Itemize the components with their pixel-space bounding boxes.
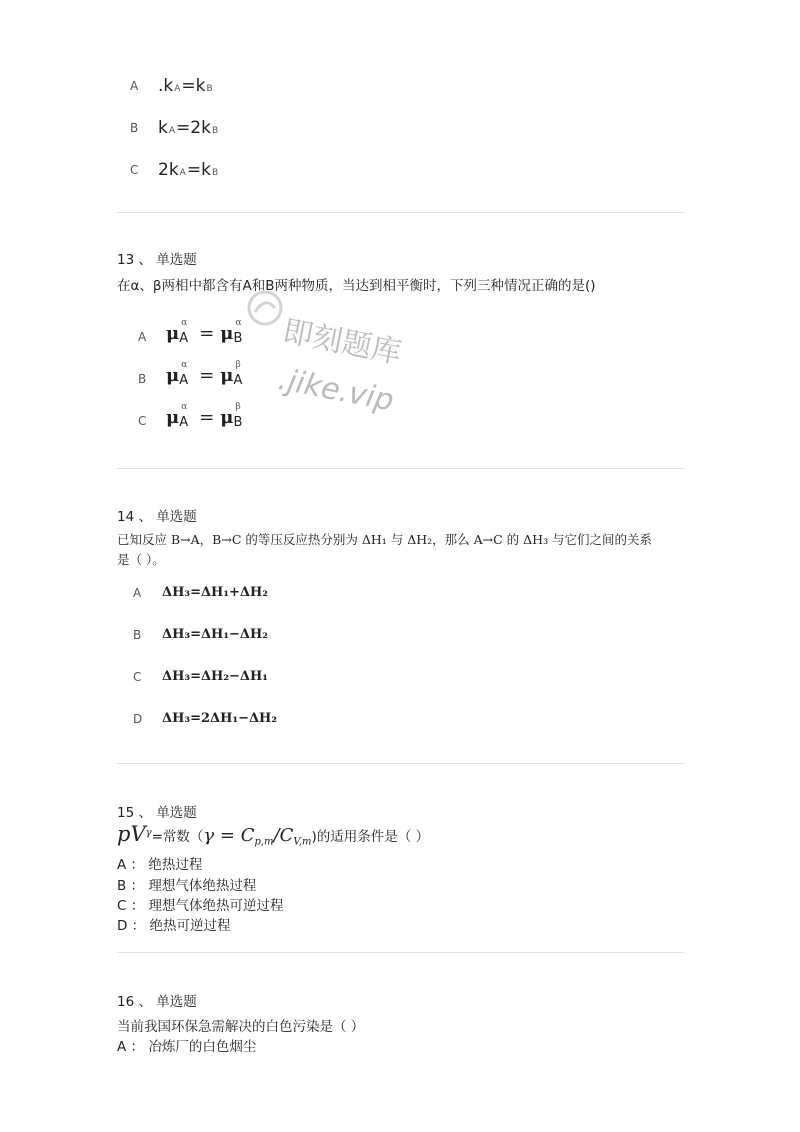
option-letter: A (130, 79, 139, 93)
option-letter: B (133, 628, 142, 642)
expr-main: 2k (158, 160, 179, 180)
option-letter: B (138, 372, 147, 386)
expr-sub: B (211, 168, 219, 178)
expr-main: =2k (176, 118, 211, 138)
option-letter: B (130, 121, 139, 135)
option-letter: A (138, 330, 147, 344)
superscript: β (235, 360, 241, 370)
option-expression: ΔH₃=ΔH₂−ΔH₁ (162, 669, 268, 684)
option-expression: ΔH₃=ΔH₁−ΔH₂ (162, 627, 268, 642)
option-expression (158, 160, 219, 180)
mu-symbol: μ (220, 407, 234, 428)
question-15-stem (117, 822, 429, 848)
divider (117, 952, 684, 953)
question-13-stem: 在α、β两相中都含有A和B两种物质，当达到相平衡时，下列三种情况正确的是() (117, 278, 596, 294)
question-14-stem-line1: 已知反应 B→A，B→C 的等压反应热分别为 ΔH₁ 与 ΔH₂，那么 A→C 的 ΔH₃ 与它们之间的关系 (117, 532, 653, 547)
question-16-stem: 当前我国环保急需解决的白色污染是（ ） (117, 1019, 365, 1035)
option-letter: C (130, 163, 139, 177)
option-a[interactable]: A ： 绝热过程 (117, 857, 203, 873)
expr-main: .k (158, 76, 174, 96)
expr-main: k (158, 118, 168, 138)
subscript: A (233, 373, 243, 388)
option-expression: ΔH₃=ΔH₁+ΔH₂ (162, 585, 268, 600)
superscript: α (181, 360, 188, 370)
subscript: A (179, 415, 189, 430)
watermark-text-cn: 即刻题库 (279, 313, 405, 372)
formula-sub: p,m (254, 836, 274, 848)
question-16-header: 16 、 单选题 (117, 994, 197, 1010)
expr-sub: A (168, 126, 176, 136)
watermark-text-url: .jike.vip (275, 362, 397, 419)
mu-symbol: μ (166, 365, 180, 386)
expr-main: =k (181, 76, 206, 96)
formula-pv: pV (117, 822, 146, 846)
subscript: B (233, 415, 243, 430)
divider (117, 763, 684, 764)
question-14-header: 14 、 单选题 (117, 509, 197, 525)
option-letter: C (138, 414, 147, 428)
mu-symbol: μ (220, 323, 234, 344)
superscript: α (235, 318, 242, 328)
divider (117, 212, 684, 213)
option-expression (166, 318, 247, 346)
expr-main: =k (186, 160, 211, 180)
superscript: α (181, 318, 188, 328)
option-expression (158, 76, 214, 96)
option-expression: ΔH₃=2ΔH₁−ΔH₂ (162, 711, 278, 726)
formula-gamma: γ = C (203, 825, 255, 846)
divider (117, 468, 684, 469)
option-letter: D (133, 712, 143, 726)
expr-sub: A (174, 84, 181, 94)
expr-sub: B (206, 84, 213, 94)
stem-text: =常数（ (151, 829, 204, 845)
option-a[interactable]: A ： 冶炼厂的白色烟尘 (117, 1039, 257, 1055)
formula-sup: γ (145, 827, 152, 839)
expr-sub: A (179, 168, 186, 178)
option-c[interactable]: C ： 理想气体绝热可逆过程 (117, 898, 284, 914)
option-b[interactable]: B ： 理想气体绝热过程 (117, 878, 257, 894)
superscript: α (181, 402, 188, 412)
question-14-stem-line2: 是（ ）。 (117, 552, 165, 567)
equals-sign: = (199, 407, 215, 428)
question-15-header: 15 、 单选题 (117, 805, 197, 821)
option-letter: A (133, 586, 142, 600)
expr-sub: B (211, 126, 219, 136)
subscript: A (179, 331, 189, 346)
watermark-logo-icon (245, 288, 285, 328)
formula-slash: /C (273, 825, 294, 846)
subscript: B (233, 331, 243, 346)
subscript: A (179, 373, 189, 388)
option-expression (158, 118, 219, 138)
stem-text: )的适用条件是（ ） (311, 829, 430, 845)
superscript: β (235, 402, 241, 412)
question-13-header: 13 、 单选题 (117, 252, 197, 268)
mu-symbol: μ (220, 365, 234, 386)
formula-sub: V,m (293, 836, 312, 848)
option-expression (166, 402, 247, 430)
mu-symbol: μ (166, 407, 180, 428)
option-letter: C (133, 670, 142, 684)
equals-sign: = (199, 365, 215, 386)
option-d[interactable]: D ： 绝热可逆过程 (117, 918, 231, 934)
equals-sign: = (199, 323, 215, 344)
mu-symbol: μ (166, 323, 180, 344)
option-expression (166, 360, 247, 388)
